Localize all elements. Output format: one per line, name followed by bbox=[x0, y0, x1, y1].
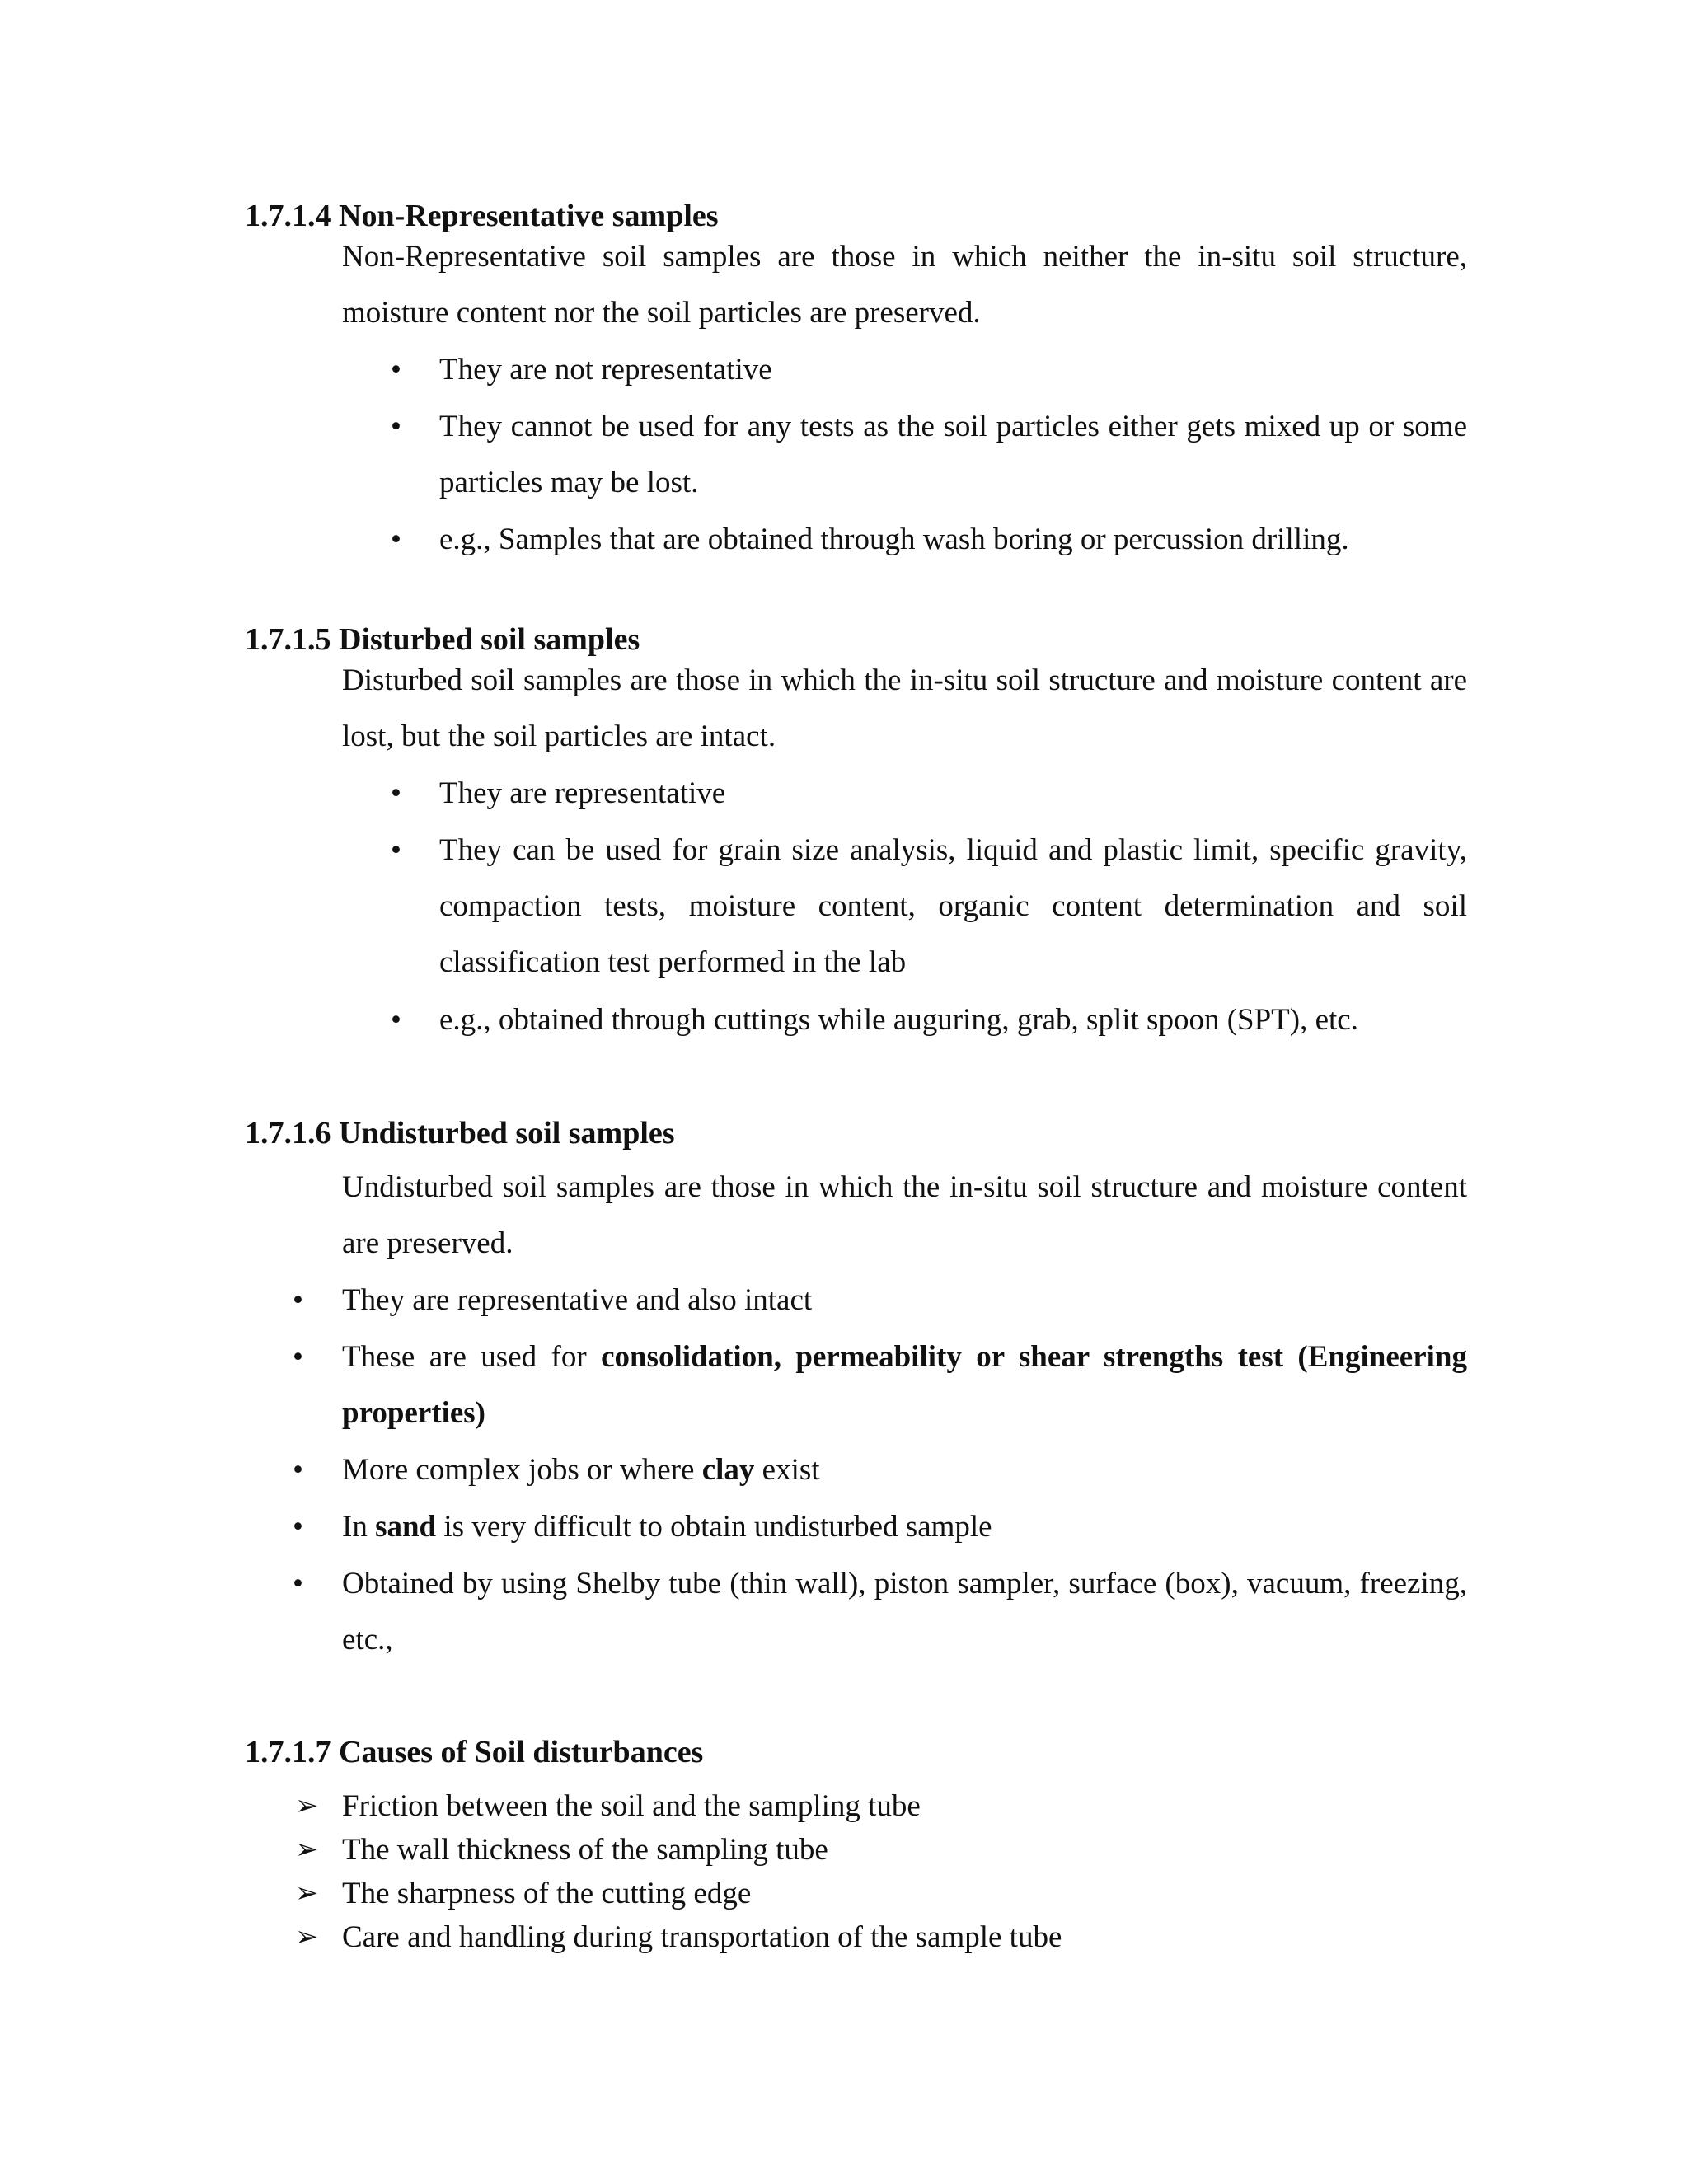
list-item-text: e.g., Samples that are obtained through wash boring or percussion drilling. bbox=[439, 523, 1349, 556]
list-item-text: The wall thickness of the sampling tube bbox=[342, 1833, 828, 1867]
section-heading-causes: 1.7.1.7 Causes of Soil disturbances bbox=[245, 1735, 704, 1769]
arrow-bullet-icon: ➢ bbox=[295, 1878, 319, 1909]
list-item-text: They are not representative bbox=[439, 353, 772, 387]
bullet-icon: • bbox=[293, 1340, 303, 1374]
bullet-icon: • bbox=[391, 833, 401, 867]
bullet-icon: • bbox=[293, 1567, 303, 1601]
bullet-icon: • bbox=[391, 353, 401, 387]
bullet-icon: • bbox=[391, 776, 401, 810]
arrow-bullet-icon: ➢ bbox=[295, 1791, 319, 1821]
list-item-text: Friction between the soil and the sampling tube bbox=[342, 1789, 921, 1823]
bullet-icon: • bbox=[391, 1003, 401, 1037]
section-heading-disturbed: 1.7.1.5 Disturbed soil samples bbox=[245, 622, 640, 657]
bullet-icon: • bbox=[391, 523, 401, 556]
list-item-text: They are representative and also intact bbox=[342, 1283, 813, 1317]
list-item-text: More complex jobs or where clay exist bbox=[342, 1453, 820, 1487]
bullet-icon: • bbox=[391, 410, 401, 443]
list-item-text: Obtained by using Shelby tube (thin wall), piston sampler, surface (box), vacuum, freezing, etc., bbox=[342, 1567, 1467, 1657]
bullet-icon: • bbox=[293, 1453, 303, 1487]
bullet-icon: • bbox=[293, 1283, 303, 1317]
bold-term: clay bbox=[701, 1453, 755, 1487]
list-item-text: They cannot be used for any tests as the soil particles either gets mixed up or some particles may be lost. bbox=[439, 410, 1467, 499]
bold-term: consolidation, permeability or shear strengths test (Engineering properties) bbox=[342, 1340, 1467, 1430]
section-heading-undisturbed: 1.7.1.6 Undisturbed soil samples bbox=[245, 1116, 675, 1151]
arrow-bullet-icon: ➢ bbox=[295, 1922, 319, 1952]
list-item-text: They are representative bbox=[439, 776, 726, 810]
list-item-text: They can be used for grain size analysis, liquid and plastic limit, specific gravity, compaction tests, moisture content, organic content determination and soil classification test performed in the lab bbox=[439, 833, 1467, 979]
list-item-text: The sharpness of the cutting edge bbox=[342, 1877, 752, 1910]
section-heading-non-representative: 1.7.1.4 Non-Representative samples bbox=[245, 199, 719, 233]
section-paragraph-non-representative: Non-Representative soil samples are those in which neither the in-situ soil structure, moisture content nor the soil particles are preserved. bbox=[342, 240, 1467, 330]
list-item-text: In sand is very difficult to obtain undisturbed sample bbox=[342, 1510, 992, 1544]
bullet-icon: • bbox=[293, 1510, 303, 1544]
arrow-bullet-icon: ➢ bbox=[295, 1835, 319, 1865]
list-item-text: Care and handling during transportation of the sample tube bbox=[342, 1920, 1062, 1954]
list-item-text: These are used for consolidation, permeability or shear strengths test (Engineering properties) bbox=[342, 1340, 1467, 1430]
bold-term: sand bbox=[375, 1510, 437, 1544]
section-paragraph-disturbed: Disturbed soil samples are those in which the in-situ soil structure and moisture content are lost, but the soil particles are intact. bbox=[342, 663, 1467, 753]
list-item-text: e.g., obtained through cuttings while auguring, grab, split spoon (SPT), etc. bbox=[439, 1003, 1358, 1037]
section-paragraph-undisturbed: Undisturbed soil samples are those in which the in-situ soil structure and moisture content are preserved. bbox=[342, 1170, 1467, 1260]
